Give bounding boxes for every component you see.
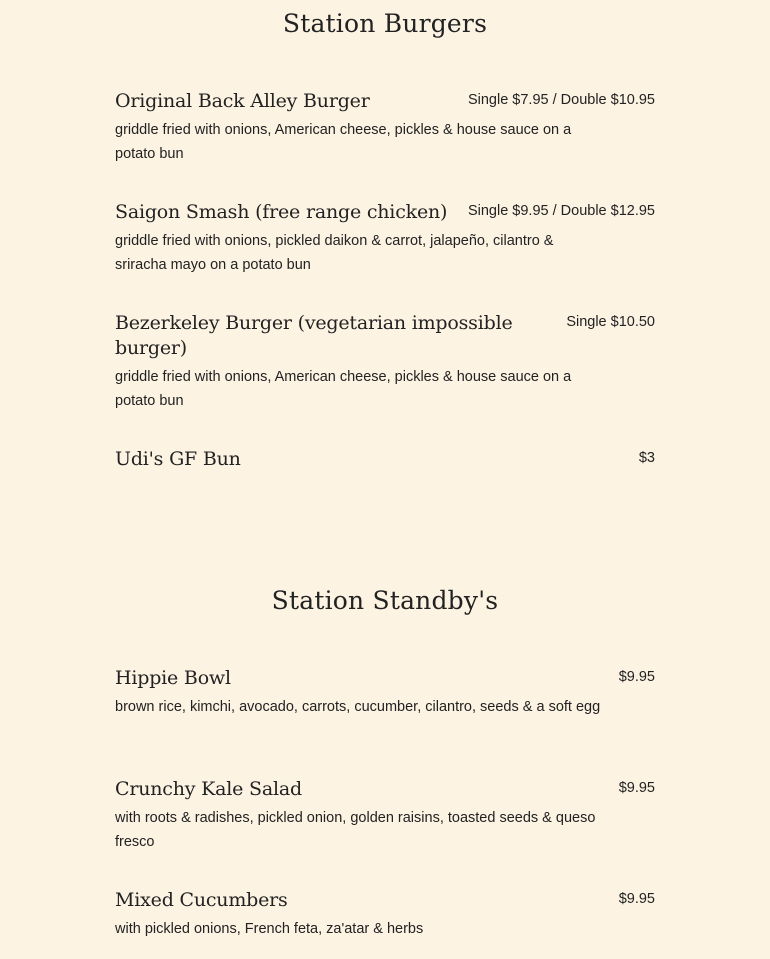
section-title: Station Standby's	[271, 586, 499, 615]
item-price: Single $7.95 / Double $10.95	[467, 92, 655, 108]
menu-item-bezerkeley-burger	[115, 311, 655, 413]
section-station-burgers	[115, 9, 655, 470]
item-description: griddle fried with onions, pickled daikon & carrot, jalapeño, cilantro & sriracha mayo on a potato bun	[115, 233, 554, 273]
item-name: Saigon Smash (free range chicken)	[115, 201, 448, 223]
item-price: Single $10.50	[566, 314, 655, 330]
item-price: $9.95	[618, 891, 655, 907]
item-price: $3	[638, 450, 655, 466]
item-name: Udi's GF Bun	[115, 448, 241, 470]
item-description: with roots & radishes, pickled onion, golden raisins, toasted seeds & queso fresco	[115, 810, 596, 850]
menu-item-udis-gf-bun	[115, 447, 655, 472]
item-price: Single $9.95 / Double $12.95	[467, 203, 655, 219]
menu-item-crunchy-kale-salad	[115, 777, 655, 854]
item-name: Hippie Bowl	[115, 667, 231, 689]
menu-item-saigon-smash	[115, 200, 655, 277]
menu-item-original-back-alley-burger	[115, 89, 655, 166]
item-price: $9.95	[618, 780, 655, 796]
item-description: brown rice, kimchi, avocado, carrots, cucumber, cilantro, seeds & a soft egg	[115, 699, 601, 715]
item-description: griddle fried with onions, American cheese, pickles & house sauce on a potato bun	[115, 122, 572, 162]
section-station-standbys	[115, 586, 655, 937]
item-name: Bezerkeley Burger (vegetarian impossible burger)	[115, 312, 513, 359]
item-description: griddle fried with onions, American cheese, pickles & house sauce on a potato bun	[115, 369, 572, 409]
item-name: Crunchy Kale Salad	[115, 778, 302, 800]
section-title: Station Burgers	[282, 9, 488, 38]
item-price: $9.95	[618, 669, 655, 685]
menu-item-mixed-cucumbers	[115, 888, 655, 941]
item-name: Mixed Cucumbers	[115, 889, 288, 911]
menu-item-hippie-bowl	[115, 666, 655, 719]
item-description: with pickled onions, French feta, za'atar & herbs	[115, 921, 424, 937]
item-name: Original Back Alley Burger	[115, 90, 370, 112]
